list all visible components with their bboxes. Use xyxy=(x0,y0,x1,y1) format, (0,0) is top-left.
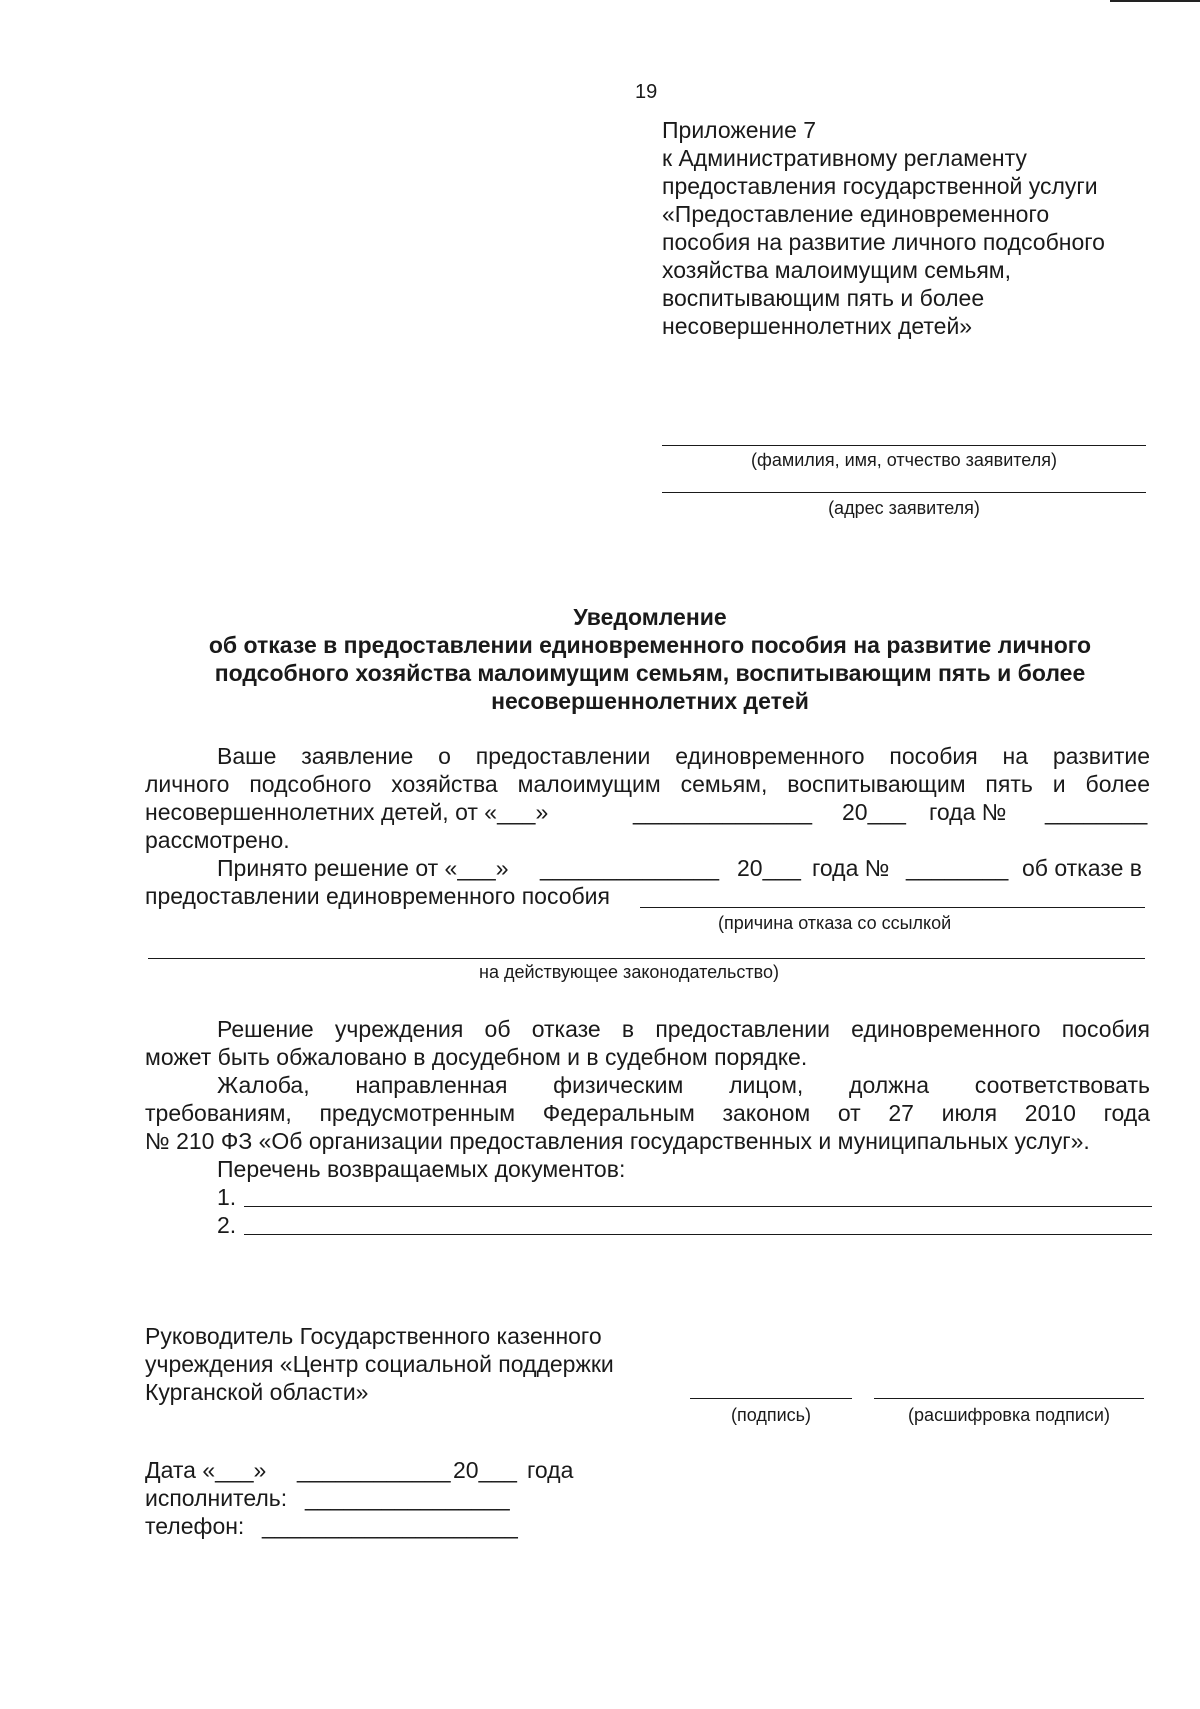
executor-label: исполнитель: xyxy=(145,1485,288,1511)
list-item-number: 1. xyxy=(217,1184,237,1210)
year-blank: 20___ xyxy=(842,799,906,825)
signature-line xyxy=(690,1398,852,1399)
appendix-line: воспитывающим пять и более xyxy=(662,285,985,311)
notice-subtitle-line: несовершеннолетних детей xyxy=(491,688,809,714)
notice-subtitle-line: об отказе в предоставлении единовременного пособия на развитие личного xyxy=(208,632,1092,658)
notice-title: Уведомление xyxy=(573,604,727,630)
phone-blank: ____________________ xyxy=(262,1513,518,1539)
signature-caption: (подпись) xyxy=(730,1405,812,1425)
body-text-line: может быть обжаловано в досудебном и в судебном порядке. xyxy=(145,1044,808,1070)
body-text-line: года № xyxy=(812,855,890,881)
signatory-line: учреждения «Центр социальной поддержки xyxy=(145,1351,614,1377)
date-blank: ____________ xyxy=(297,1457,451,1483)
appendix-line: «Предоставление единовременного xyxy=(662,201,1050,227)
body-text-line: Принято решение от «___» xyxy=(217,855,509,881)
year-blank: 20___ xyxy=(737,855,801,881)
reason-caption: на действующее законодательство) xyxy=(479,962,780,982)
decode-caption: (расшифровка подписи) xyxy=(908,1405,1110,1425)
signatory-line: Руководитель Государственного казенного xyxy=(145,1323,602,1349)
list-item-number: 2. xyxy=(217,1212,237,1238)
appendix-line: Приложение 7 xyxy=(662,117,817,143)
signatory-block xyxy=(145,1322,614,1406)
reason-line-2 xyxy=(148,958,1145,959)
body-text-line: несовершеннолетних детей, от «___» xyxy=(145,799,549,825)
body-text-line: предоставлении единовременного пособия xyxy=(145,883,610,909)
reason-caption: (причина отказа со ссылкой xyxy=(718,913,952,933)
body-text-line: года № xyxy=(929,799,1007,825)
appendix-block xyxy=(662,116,1105,340)
appendix-line: несовершеннолетних детей» xyxy=(662,313,973,339)
body-text-line: Перечень возвращаемых документов: xyxy=(217,1156,626,1182)
appendix-line: хозяйства малоимущим семьям, xyxy=(662,257,1012,283)
decode-line xyxy=(874,1398,1144,1399)
phone-label: телефон: xyxy=(145,1513,245,1539)
applicant-name-line xyxy=(662,445,1146,446)
applicant-name-caption: (фамилия, имя, отчество заявителя) xyxy=(751,450,1057,470)
date-label: Дата «___» xyxy=(145,1457,267,1483)
notice-subtitle-line: подсобного хозяйства малоимущим семьям, воспитывающим пять и более xyxy=(214,660,1086,686)
applicant-address-caption: (адрес заявителя) xyxy=(828,498,980,518)
date-blank: ______________ xyxy=(633,799,813,825)
body-text-line: рассмотрено. xyxy=(145,827,290,853)
year-blank: 20___ xyxy=(453,1457,517,1483)
body-text-line: об отказе в xyxy=(1022,855,1142,881)
body-text-line: Решение учреждения об отказе в предоставлении единовременного пособия xyxy=(217,1016,1150,1042)
page-number: 19 xyxy=(635,81,658,103)
executor-blank: ________________ xyxy=(305,1485,510,1511)
body-text-line: Жалоба, направленная физическим лицом, должна соответствовать xyxy=(217,1072,1150,1098)
number-blank: ________ xyxy=(906,855,1009,881)
appendix-line: предоставления государственной услуги xyxy=(662,173,1098,199)
appendix-line: пособия на развитие личного подсобного xyxy=(662,229,1105,255)
number-blank: ________ xyxy=(1045,799,1148,825)
signatory-line: Курганской области» xyxy=(145,1379,369,1405)
body-text-line: требованиям, предусмотренным Федеральным законом от 27 июля 2010 года xyxy=(145,1100,1150,1126)
appendix-line: к Административному регламенту xyxy=(662,145,1027,171)
reason-line xyxy=(640,907,1145,908)
body-text-line: личного подсобного хозяйства малоимущим семьям, воспитывающим пять и более xyxy=(145,771,1150,797)
body-text-line: № 210 ФЗ «Об организации предоставления государственных и муниципальных услуг». xyxy=(145,1128,1090,1154)
list-item-line xyxy=(244,1234,1152,1235)
list-item-line xyxy=(244,1206,1152,1207)
body-text-line: Ваше заявление о предоставлении единовременного пособия на развитие xyxy=(217,743,1150,769)
scan-edge-mark xyxy=(1110,0,1200,2)
date-blank: ______________ xyxy=(540,855,720,881)
applicant-address-line xyxy=(662,492,1146,493)
year-label: года xyxy=(527,1457,574,1483)
